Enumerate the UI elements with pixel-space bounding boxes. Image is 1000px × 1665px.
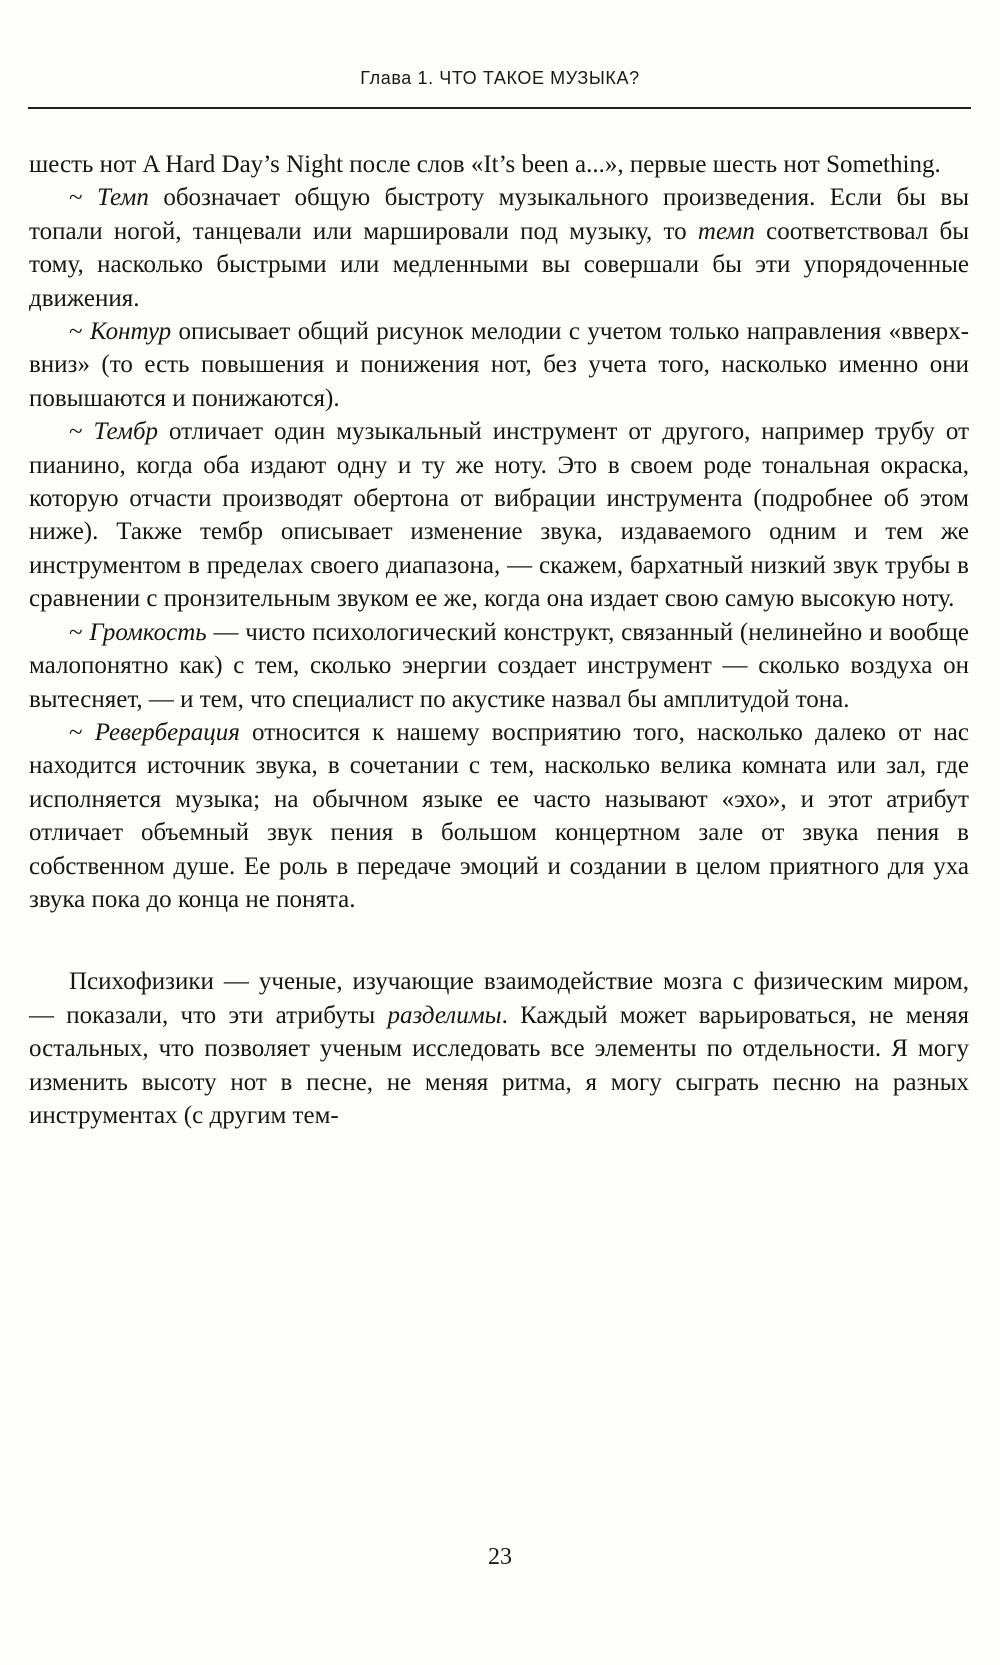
paragraph-psychophysics: [29, 965, 969, 1132]
paragraph-continuation: [29, 148, 969, 181]
paragraph-contour: [29, 315, 969, 415]
body-text: [29, 148, 969, 1132]
section-gap: [29, 916, 969, 965]
paragraph-tempo: [29, 181, 969, 315]
list-marker: ~: [69, 718, 95, 746]
term-tempo-inline: темп: [697, 217, 755, 245]
paragraph-text: относится к нашему восприятию того, насколько далеко от нас находится источник звука, в сочетании с тем, насколько велика комната или зал, где исполняется музыка; на обычном языке ее часто называют «эхо», и этот атрибут отличает объемный звук пения в большом концертном зале от звука пения в собственном душе. Ее роль в передаче эмоций и создании в целом приятного для уха звука пока до конца не понята.: [29, 718, 970, 913]
paragraph-loudness: [29, 616, 969, 716]
term-contour: Контур: [89, 318, 172, 346]
term-tempo: Темп: [96, 184, 149, 212]
running-head: Глава 1. ЧТО ТАКОЕ МУЗЫКА?: [360, 68, 640, 88]
list-marker: ~: [69, 184, 97, 212]
term-timbre: Тембр: [93, 418, 159, 446]
list-marker: ~: [69, 618, 90, 646]
paragraph-timbre: [29, 415, 969, 615]
paragraph-text: . Каждый может варьироваться, не меняя остальных, что позволяет ученым исследовать все элементы по отдельности. Я могу изменить высоту нот в песне, не меняя ритма, я могу сыграть песню на разных инструментах (с другим тем-: [29, 1001, 969, 1129]
paragraph-text: описывает общий рисунок мелодии с учетом только направления «вверх-вниз» (то есть повышения и понижения нот, без учета того, насколько именно они повышаются и понижаются).: [29, 318, 969, 412]
list-marker: ~: [69, 418, 94, 446]
paragraph-text: обозначает общую быстроту музыкального произведения. Если бы вы топали ногой, танцевали или маршировали под музыку, то: [29, 184, 969, 245]
paragraph-text: соответствовал бы тому, насколько быстрыми или медленными вы совершали бы эти упорядоченные движения.: [29, 217, 969, 312]
paragraph-text: Психофизики — ученые, изучающие взаимодействие мозга с физическим миром, — показали, что эти атрибуты: [29, 968, 969, 1029]
paragraph-text: шесть нот A Hard Day’s Night после слов «It’s been a...», первые шесть нот Something.: [29, 151, 941, 178]
paragraph-text: отличает один музыкальный инструмент от другого, например трубу от пианино, когда оба издают одну и ту же ноту. Это в своем роде тональная окраска, которую отчасти производят обертона от вибрации инструмента (подробнее об этом ниже). Также тембр описывает изменение звука, издаваемого одним и тем же инструментом в пределах своего диапазона, — скажем, бархатный низкий звук трубы в сравнении с пронзительным звуком ее же, когда она издает свою самую высокую ноту.: [29, 418, 970, 613]
header-rule: [28, 107, 971, 109]
paragraph-reverberation: [29, 716, 969, 916]
list-marker: ~: [69, 318, 90, 346]
term-reverberation: Реверберация: [94, 718, 240, 746]
page-number: 23: [488, 1544, 512, 1570]
paragraph-text: — чисто психологический конструкт, связанный (нелинейно и вообще малопонятно как) с тем, сколько энергии создает инструмент — сколько воздуха он вытесняет, — и тем, что специалист по акустике назвал бы амплитудой тона.: [29, 618, 969, 713]
term-separable: разделимы: [387, 1001, 502, 1029]
term-loudness: Громкость: [89, 618, 207, 646]
